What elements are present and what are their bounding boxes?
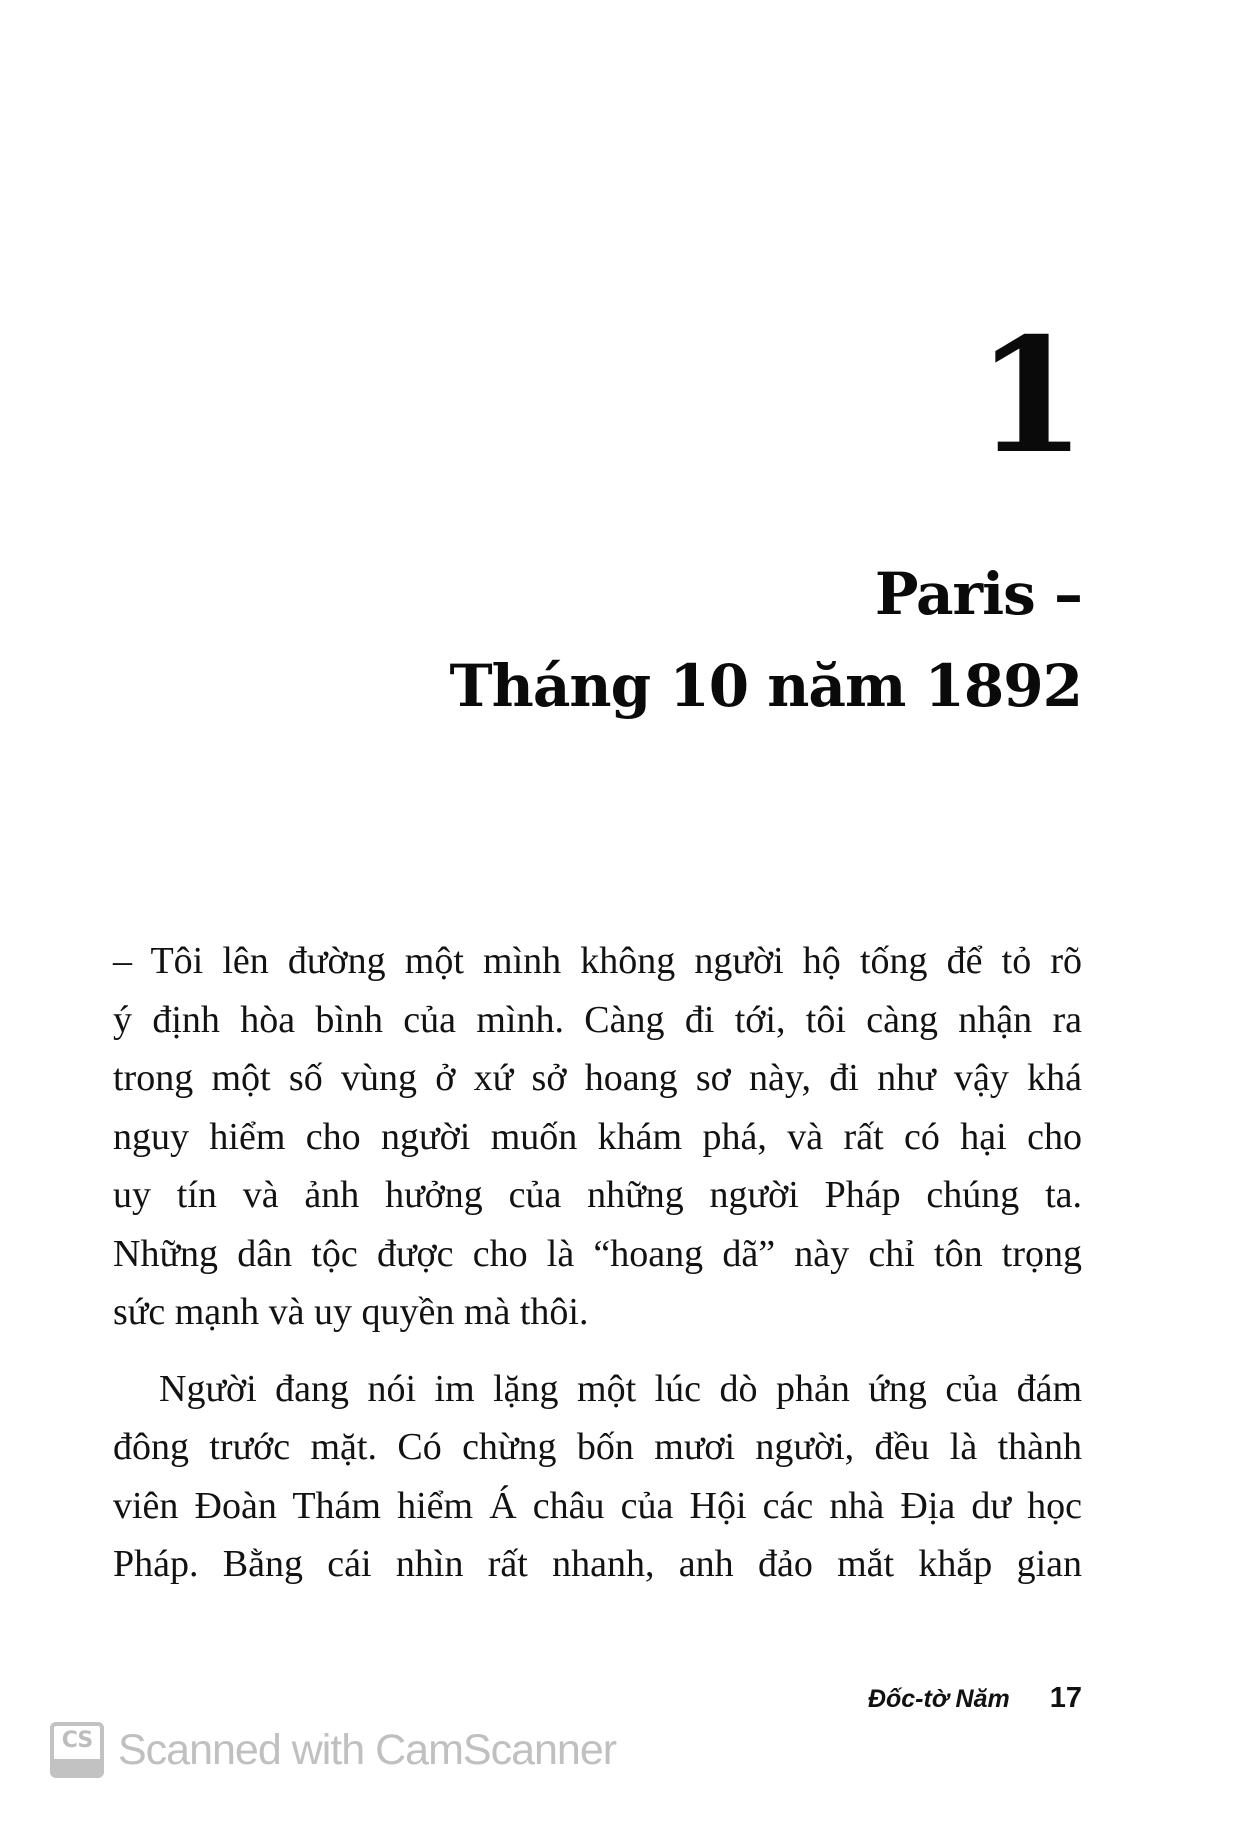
body-text — [113, 932, 1082, 1594]
camscanner-watermark — [50, 1722, 616, 1778]
chapter-title-line-1: Paris – — [874, 560, 1082, 628]
logo-text: CS — [61, 1728, 93, 1753]
logo-bar — [54, 1759, 100, 1774]
text-line: viên Đoàn Thám hiểm Á châu của Hội các nhà Địa dư học — [113, 1484, 1082, 1527]
text-line: đông trước mặt. Có chừng bốn mươi người, đều là thành — [113, 1426, 1082, 1468]
text-line: – Tôi lên đường một mình không người hộ tống để tỏ rõ — [113, 940, 1082, 982]
text-line: ý định hòa bình của mình. Càng đi tới, tôi càng nhận ra — [113, 998, 1082, 1041]
paragraph-2 — [113, 1360, 1082, 1594]
page-footer — [868, 1682, 1082, 1715]
chapter-title — [450, 548, 1082, 732]
text-line: Những dân tộc được cho là “hoang dã” này chỉ tôn trọng — [113, 1232, 1082, 1275]
text-line: Người đang nói im lặng một lúc dò phản ứng của đám — [159, 1367, 1082, 1410]
paragraph-1 — [113, 932, 1082, 1342]
camscanner-logo-icon — [50, 1722, 104, 1778]
chapter-number: 1 — [976, 304, 1084, 489]
text-line: sức mạnh và uy quyền mà thôi. — [113, 1291, 589, 1333]
text-line: nguy hiểm cho người muốn khám phá, và rất có hại cho — [113, 1115, 1082, 1158]
text-line: uy tín và ảnh hưởng của những người Pháp chúng ta. — [113, 1174, 1082, 1216]
text-line: Pháp. Bằng cái nhìn rất nhanh, anh đảo mắt khắp gian — [113, 1543, 1082, 1585]
paragraph-spacer — [113, 1342, 1082, 1360]
page-number: 17 — [1049, 1682, 1082, 1714]
chapter-title-line-2: Tháng 10 năm 1892 — [449, 652, 1082, 720]
running-book-title: Đốc-tờ Năm — [867, 1685, 1010, 1713]
text-line: trong một số vùng ở xứ sở hoang sơ này, đi như vậy khá — [113, 1057, 1082, 1099]
watermark-text: Scanned with CamScanner — [118, 1725, 617, 1774]
